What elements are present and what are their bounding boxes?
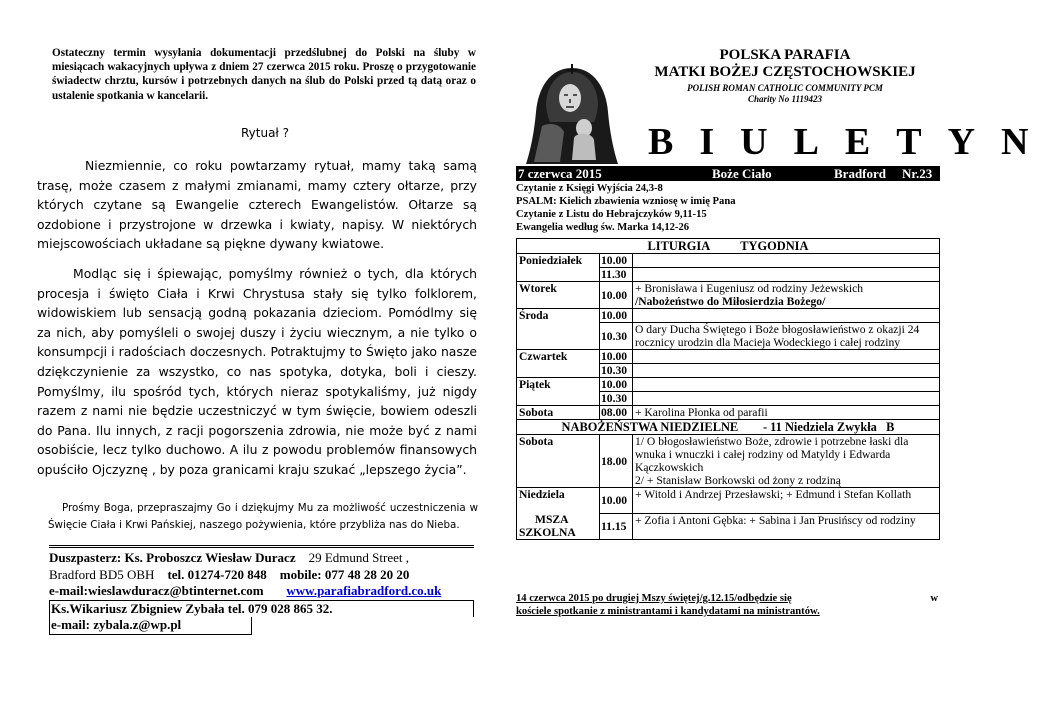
day-thursday: Czwartek bbox=[517, 350, 600, 378]
time: 10.00 bbox=[600, 378, 633, 392]
sunday-header: NABOŻEŃSTWA NIEDZIELNE - 11 Niedziela Zwykła B bbox=[517, 420, 940, 435]
contact-line-2 bbox=[49, 567, 474, 584]
intention-text: + Zofia i Antoni Gębka: + Sabina i Jan Prusińscy od rodziny bbox=[633, 514, 940, 540]
intention-text: 2/ + Stanisław Borkowski od żony z rodziną bbox=[635, 474, 841, 487]
table-row bbox=[517, 254, 940, 268]
day-wednesday: Środa bbox=[517, 309, 600, 350]
time: 10.00 bbox=[600, 350, 633, 364]
time: 10.30 bbox=[600, 364, 633, 378]
intention-text: /Nabożeństwo do Miłosierdzia Bożego/ bbox=[635, 295, 826, 308]
day-friday: Piątek bbox=[517, 378, 600, 406]
time: 10.30 bbox=[600, 392, 633, 406]
table-row bbox=[517, 435, 940, 488]
notice-paragraph: Ostateczny termin wysyłania dokumentacji przedślubnej do Polski na śluby w miesiącach wakacyjnych upływa z dniem 27 czerwca 2015 roku. Proszę o przygotowanie świadectw chrztu, kursów i potrzebnych danych na ślub do Polski przed tą datą oraz o ustalenie spotkania w kancelarii. bbox=[52, 47, 476, 102]
day-saturday: Sobota bbox=[517, 406, 600, 420]
intention-text: + Witold i Andrzej Przesławski; + Edmund i Stefan Kollath bbox=[633, 488, 940, 514]
day-saturday-vigil: Sobota bbox=[517, 435, 600, 488]
table-row bbox=[517, 309, 940, 323]
vicar-line: Ks.Wikariusz Zbigniew Zybała tel. 079 028 865 32. bbox=[49, 600, 474, 618]
reading-1: Czytanie z Księgi Wyjścia 24,3-8 bbox=[516, 183, 663, 194]
day-monday: Poniedziałek bbox=[517, 254, 600, 282]
table-row bbox=[517, 488, 940, 514]
table-row bbox=[517, 350, 940, 364]
issue-number: Nr.23 bbox=[902, 166, 933, 181]
mobile: mobile: 077 48 28 20 20 bbox=[279, 566, 410, 582]
intention-text: O dary Ducha Świętego i Boże błogosławieństwo z okazji 24 rocznicy urodzin dla Macieja Wodeckiego i całej rodziny bbox=[633, 323, 940, 350]
time: 10.00 bbox=[600, 309, 633, 323]
article-paragraph-2: Modląc się i śpiewając, pomyślmy również o tych, dla których procesja i święto Ciała i Krwi Chrystusa stały się tylko folklorem, widowiskiem lub sensacją godną pokazania dzieciom. Pomódlmy się za nich, aby pomyśleli o swojej duszy i życiu wiecznym, a nie tylko o konsumpcji i radościach doczesnych. Potraktujmy to Święto jako nasze dziękczynienie za wszystko, co nas spotyka, dotyka, boli i cieszy. Pomyślmy, ilu spośród tych, których nieraz spotykaliśmy, już nigdy razem z nami nie będzie uczestniczyć w tym święcie, bowiem odeszli do Pana. Ilu innych, z racji pogorszenia zdrowia, nie może być z nami osobiście, lecz tylko duchowo. A ilu z powodu problemów finansowych opuściło Ojczyznę , by poza granicami kraju szukać „lepszego życia”. bbox=[37, 266, 477, 477]
time: 10.00 bbox=[600, 282, 633, 309]
website-link[interactable]: www.parafiabradford.co.uk bbox=[286, 583, 442, 598]
parish-name-line1: POLSKA PARAFIA bbox=[719, 47, 851, 63]
liturgy-header: LITURGIA TYGODNIA bbox=[517, 239, 940, 254]
table-row bbox=[517, 282, 940, 309]
school-mass-label-2: SZKOLNA bbox=[519, 526, 576, 539]
day-tuesday: Wtorek bbox=[517, 282, 600, 309]
time: 11.30 bbox=[600, 268, 633, 282]
intention bbox=[633, 282, 940, 309]
address-line-1: 29 Edmund Street , bbox=[308, 550, 409, 565]
contact-line-3 bbox=[49, 583, 474, 600]
table-row bbox=[517, 406, 940, 420]
parish-english-name: POLISH ROMAN CATHOLIC COMMUNITY PCM bbox=[687, 83, 883, 93]
intention bbox=[633, 350, 940, 364]
date-bar bbox=[516, 166, 940, 181]
sunday-header-row bbox=[517, 420, 940, 435]
reading-2: Czytanie z Listu do Hebrajczyków 9,11-15 bbox=[516, 209, 707, 220]
bulletin-date: 7 czerwca 2015 bbox=[518, 166, 602, 181]
time: 11.15 bbox=[600, 514, 633, 540]
email: e-mail:wieslawduracz@btinternet.com bbox=[49, 583, 264, 598]
place: Bradford bbox=[834, 166, 886, 181]
article-paragraph-1: Niezmiennie, co roku powtarzamy rytuał, mamy taką samą trasę, może czasem z małymi zmianami, mamy cztery ołtarze, przy których czytane są Ewangelie czterech Ewangelistów. Ołtarze są ozdobione i przystrojone w drzewka i kwiaty, napisy. W niektórych miejscowościach układane są piękne dywany kwiatowe. bbox=[37, 158, 477, 252]
time: 08.00 bbox=[600, 406, 633, 420]
address-line-2: Bradford BD5 OBH bbox=[49, 566, 155, 582]
contact-box bbox=[49, 545, 474, 635]
intention bbox=[633, 268, 940, 282]
mass-schedule-table bbox=[516, 238, 940, 540]
feast-name: Boże Ciało bbox=[712, 166, 772, 181]
school-mass-label: MSZA bbox=[535, 513, 569, 526]
phone: tel. 01274-720 848 bbox=[167, 566, 267, 582]
prayer-paragraph: Prośmy Boga, przepraszajmy Go i dziękujmy Mu za możliwość uczestniczenia w Święcie Ciała i Krwi Pańskiej, naszego pożywienia, które przybliża nas do Nieba. bbox=[48, 502, 478, 531]
parish-name-line2: MATKI BOŻEJ CZĘSTOCHOWSKIEJ bbox=[654, 64, 916, 80]
intention-text: + Karolina Płonka od parafii bbox=[633, 406, 940, 420]
article-title: Rytuał ? bbox=[240, 126, 290, 140]
announcement-line-1 bbox=[516, 592, 940, 605]
intention-text: + Bronisława i Eugeniusz od rodziny Jeżewskich bbox=[635, 282, 864, 295]
table-header-row bbox=[517, 239, 940, 254]
intention bbox=[633, 392, 940, 406]
announcement-line-2: kościele spotkanie z ministrantami i kandydatami na ministrantów. bbox=[516, 606, 820, 617]
announcement-text: 14 czerwca 2015 po drugiej Mszy świętej/g.12.15/odbędzie się bbox=[516, 593, 792, 604]
time: 10.00 bbox=[600, 254, 633, 268]
day-sunday-label: Niedziela bbox=[519, 488, 565, 501]
intention bbox=[633, 435, 940, 488]
charity-number: Charity No 1119423 bbox=[747, 94, 822, 104]
vicar-email: e-mail: zybala.z@wp.pl bbox=[49, 617, 252, 635]
pastor-label: Duszpasterz: Ks. Proboszcz Wiesław Duracz bbox=[49, 550, 296, 565]
intention bbox=[633, 254, 940, 268]
announcement-text-end: w bbox=[930, 593, 938, 604]
bulletin-title: BIULETYN bbox=[648, 121, 1055, 163]
time: 18.00 bbox=[600, 435, 633, 488]
intention bbox=[633, 364, 940, 378]
table-row bbox=[517, 378, 940, 392]
contact-line-1 bbox=[49, 550, 474, 567]
time: 10.30 bbox=[600, 323, 633, 350]
intention bbox=[633, 309, 940, 323]
time: 10.00 bbox=[600, 488, 633, 514]
madonna-icon bbox=[520, 62, 624, 166]
intention-text: 1/ O błogosławieństwo Boże, zdrowie i potrzebne łaski dla wnuka i wnuczki i całej rodziny od Matyldy i Edwarda Kączkowskich bbox=[635, 435, 909, 474]
day-sunday bbox=[517, 488, 600, 540]
reading-gospel: Ewangelia według św. Marka 14,12-26 bbox=[516, 222, 690, 233]
reading-psalm: PSALM: Kielich zbawienia wzniosę w imię Pana bbox=[516, 196, 736, 207]
intention bbox=[633, 378, 940, 392]
